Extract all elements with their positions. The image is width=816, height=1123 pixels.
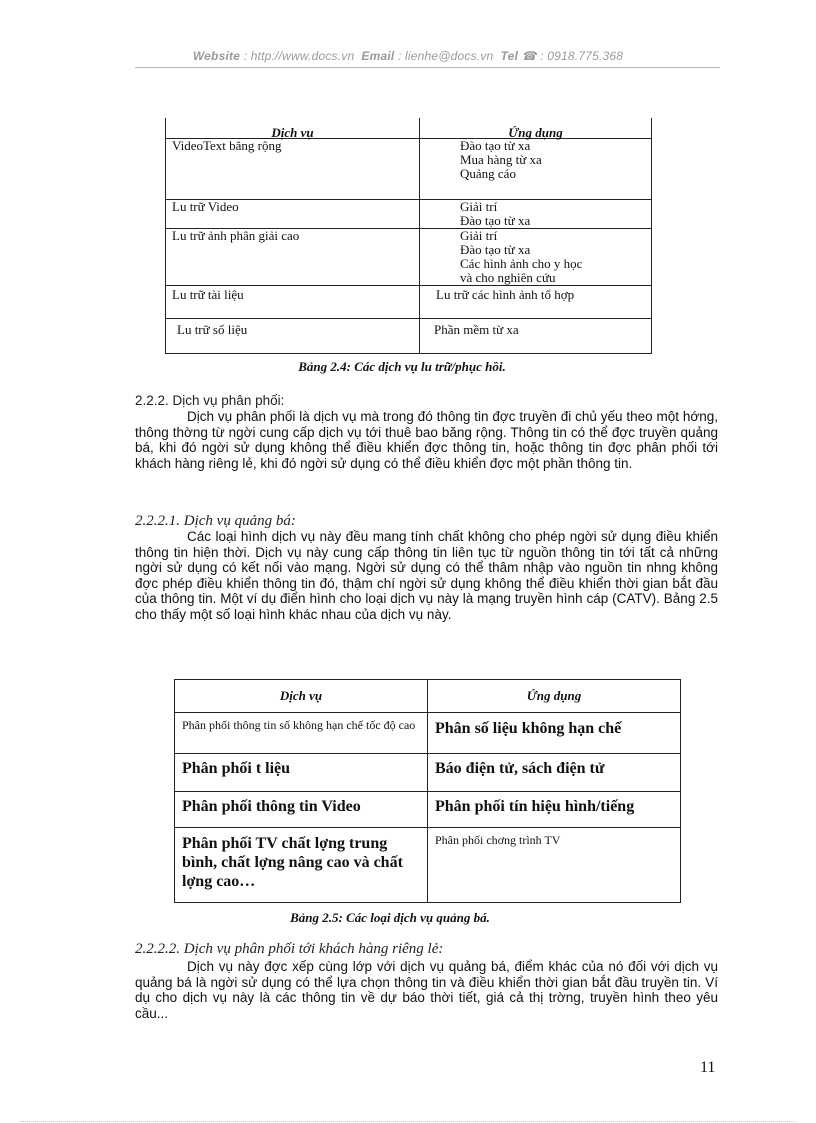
- table-2-5: [174, 679, 681, 903]
- application-cell: Phần mềm từ xa: [420, 319, 652, 354]
- service-cell: VideoText băng rộng: [166, 139, 420, 200]
- website-label: Website: [192, 49, 241, 63]
- table-row: [166, 200, 652, 229]
- table-header-application: Ứng dụng: [428, 680, 681, 713]
- table-row: [166, 229, 652, 286]
- page-number: 11: [700, 1059, 716, 1076]
- table-row: [175, 792, 681, 828]
- table-row: [166, 286, 652, 319]
- application-line: và cho nghiên cứu: [460, 270, 556, 285]
- application-line: Đào tạo từ xa: [460, 138, 531, 153]
- table-row: [166, 319, 652, 354]
- table-row: [175, 754, 681, 792]
- header-divider: [135, 67, 720, 68]
- section-heading-2-2-2: 2.2.2. Dịch vụ phân phối:: [135, 393, 285, 408]
- service-cell: Phân phối TV chất lợng trung bình, chất lợng nâng cao và chất lợng cao…: [175, 828, 428, 903]
- service-cell: Lu trữ số liệu: [166, 319, 420, 354]
- tel-value: ☎ : 0918.775.368: [521, 49, 624, 63]
- application-line: Giải trí: [460, 229, 498, 243]
- application-cell: Phân phối tín hiệu hình/tiếng: [428, 792, 681, 828]
- application-line: Đào tạo từ xa: [460, 213, 531, 228]
- application-cell: [420, 139, 652, 200]
- table-2-4: [165, 118, 652, 354]
- service-cell: Lu trữ Video: [166, 200, 420, 229]
- application-cell: [420, 229, 652, 286]
- application-cell: Lu trữ các hình ảnh tổ hợp: [420, 286, 652, 319]
- service-cell: Lu trữ tài liệu: [166, 286, 420, 319]
- tel-label: Tel: [500, 49, 518, 63]
- footer-divider: [20, 1121, 796, 1122]
- email-value: : lienhe@docs.vn: [397, 49, 494, 63]
- application-cell: Phân số liệu không hạn chế: [428, 713, 681, 754]
- application-line: Đào tạo từ xa: [460, 242, 531, 257]
- service-cell: Lu trữ ảnh phân giải cao: [166, 229, 420, 286]
- paragraph-distribution-service: [135, 409, 718, 471]
- paragraph-individual-distribution: [135, 959, 718, 1021]
- table-header-service: Dịch vụ: [166, 118, 420, 139]
- section-heading-2-2-2-2: 2.2.2.2. Dịch vụ phân phối tới khách hàng riêng lẻ:: [135, 941, 444, 957]
- application-line: Quảng cáo: [460, 166, 516, 181]
- paragraph-text: Các loại hình dịch vụ này đều mang tính chất không cho phép ngời sử dụng điều khiển thông tin hiện thời. Dịch vụ này cung cấp thông tin liên tục từ nguồn thông tin tới tất cả những ngời sử dụng có kết nối vào mạng. Ngời sử dụng có thể thâm nhập vào nguồn tin nhng không đợc phép điều khiển thông tin đó, thậm chí ngời sử dụng không thể điều khiển thời gian bắt đầu của thông tin. Một ví dụ điển hình cho loại dịch vụ này là mạng truyền hình cáp (CATV). Bảng 2.5 cho thấy một số loại hình khác nhau của dịch vụ này.: [135, 529, 718, 622]
- application-cell: [420, 200, 652, 229]
- paragraph-broadcast-service: [135, 529, 718, 622]
- paragraph-text: Dịch vụ này đợc xếp cùng lớp với dịch vụ quảng bá, điểm khác của nó đối với dịch vụ quảng bá là ngời sử dụng có thể lựa chọn thông tin và điều khiển thời gian bắt đầu truyền tin. Ví dụ cho dịch vụ này là các thông tin về dự báo thời tiết, giá cả thị trờng, truyền hình theo yêu cầu...: [135, 959, 718, 1021]
- service-cell: Phân phối thông tin Video: [175, 792, 428, 828]
- page-header: [0, 49, 816, 63]
- table-row: [175, 828, 681, 903]
- application-line: Giải trí: [460, 200, 498, 214]
- table-header-service: Dịch vụ: [175, 680, 428, 713]
- table-header-application: Ứng dụng: [420, 118, 652, 139]
- website-value: : http://www.docs.vn: [243, 49, 355, 63]
- service-cell: Phân phối t liệu: [175, 754, 428, 792]
- application-line: Các hình ảnh cho y học: [460, 256, 583, 271]
- application-cell: Phân phối chơng trình TV: [428, 828, 681, 903]
- email-label: Email: [361, 49, 395, 63]
- application-cell: Báo điện tử, sách điện tử: [428, 754, 681, 792]
- table-2-5-caption: Bảng 2.5: Các loại dịch vụ quảng bá.: [290, 910, 490, 925]
- table-2-4-caption: Bảng 2.4: Các dịch vụ lu trữ/phục hồi.: [298, 359, 506, 374]
- table-row: [166, 139, 652, 200]
- service-cell: Phân phối thông tin số không hạn chế tốc độ cao: [175, 713, 428, 754]
- table-row: [175, 713, 681, 754]
- application-line: Mua hàng từ xa: [460, 152, 542, 167]
- section-heading-2-2-2-1: 2.2.2.1. Dịch vụ quảng bá:: [135, 513, 296, 529]
- paragraph-text: Dịch vụ phân phối là dịch vụ mà trong đó thông tin đợc truyền đi chủ yếu theo một hớng, thông thờng từ ngời cung cấp dịch vụ tới thuê bao băng rộng. Thông tin có thể đợc truyền quảng bá, khi đó ngời sử dụng không thể điều khiển đợc thông tin, hoặc thông tin đợc phân phối tới khách hàng riêng lẻ, khi đó ngời sử dụng có thể điều khiển đợc một phần thông tin.: [135, 409, 718, 471]
